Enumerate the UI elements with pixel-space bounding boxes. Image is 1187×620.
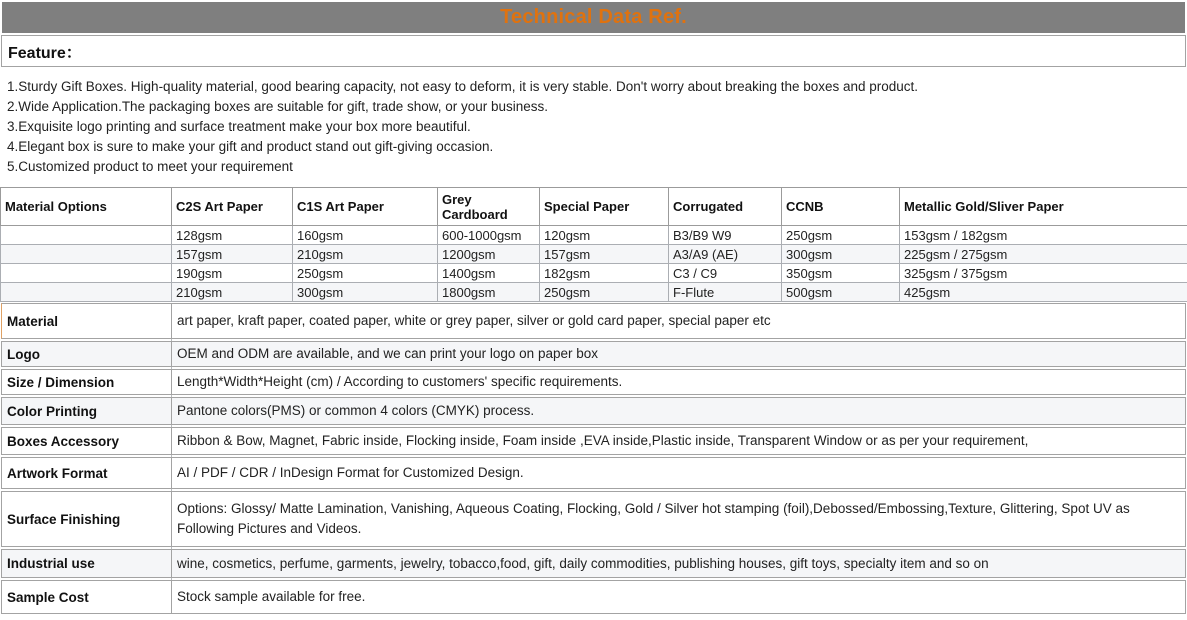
row-gap [1, 578, 1186, 580]
spec-label: Logo [2, 342, 172, 366]
spec-label: Size / Dimension [2, 370, 172, 394]
cell: F-Flute [669, 283, 782, 302]
cell: 300gsm [293, 283, 438, 302]
spec-value: Length*Width*Height (cm) / According to customers' specific requirements. [177, 374, 623, 389]
cell: 1400gsm [438, 264, 540, 283]
spec-row-material [1, 303, 1186, 339]
cell: 153gsm / 182gsm [900, 226, 1187, 245]
cell: 190gsm [172, 264, 293, 283]
spec-row-logo [1, 341, 1186, 367]
col-header-special-paper: Special Paper [540, 188, 669, 226]
cell: 128gsm [172, 226, 293, 245]
spec-row-boxes-accessory [1, 427, 1186, 455]
feature-item-3: 3.Exquisite logo printing and surface treatment make your box more beautiful. [7, 119, 471, 134]
feature-item-5: 5.Customized product to meet your requirement [7, 159, 293, 174]
cell: 157gsm [172, 245, 293, 264]
spec-label: Sample Cost [2, 581, 172, 613]
table-row [1, 226, 1187, 245]
cell: 182gsm [540, 264, 669, 283]
cell: 425gsm [900, 283, 1187, 302]
cell [1, 226, 172, 245]
title-bar [2, 2, 1185, 33]
row-gap [1, 455, 1186, 457]
cell: B3/B9 W9 [669, 226, 782, 245]
cell: 120gsm [540, 226, 669, 245]
spec-row-artwork-format [1, 457, 1186, 489]
table-row [1, 283, 1187, 302]
spec-row-color-printing [1, 397, 1186, 425]
spec-label: Color Printing [2, 398, 172, 424]
feature-heading-row [1, 35, 1186, 67]
feature-heading: Feature： [8, 44, 82, 62]
material-options-header-row [1, 188, 1187, 226]
spec-label: Material [2, 304, 172, 338]
cell: C3 / C9 [669, 264, 782, 283]
col-header-material-options: Material Options [1, 188, 172, 226]
cell: 325gsm / 375gsm [900, 264, 1187, 283]
table-row [1, 264, 1187, 283]
spec-label: Industrial use [2, 550, 172, 577]
col-header-grey-cardboard: Grey Cardboard [438, 188, 540, 226]
cell: 300gsm [782, 245, 900, 264]
row-gap [1, 367, 1186, 369]
spec-value: wine, cosmetics, perfume, garments, jewelry, tobacco,food, gift, daily commodities, publishing houses, gift toys, specialty item and so on [177, 555, 989, 571]
table-row [1, 245, 1187, 264]
feature-item-2: 2.Wide Application.The packaging boxes are suitable for gift, trade show, or your business. [7, 99, 549, 114]
cell: 225gsm / 275gsm [900, 245, 1187, 264]
cell [1, 283, 172, 302]
material-options-table [0, 187, 1187, 302]
feature-list [0, 67, 1187, 183]
spec-value: Stock sample available for free. [177, 589, 366, 604]
spec-value: OEM and ODM are available, and we can print your logo on paper box [177, 346, 598, 361]
col-header-c2s-art-paper: C2S Art Paper [172, 188, 293, 226]
col-header-ccnb: CCNB [782, 188, 900, 226]
col-header-corrugated: Corrugated [669, 188, 782, 226]
cell: 1800gsm [438, 283, 540, 302]
cell [1, 264, 172, 283]
spec-label: Boxes Accessory [2, 428, 172, 454]
cell [1, 245, 172, 264]
spec-value: AI / PDF / CDR / InDesign Format for Customized Design. [177, 465, 524, 480]
cell: 250gsm [782, 226, 900, 245]
spec-row-surface-finishing [1, 491, 1186, 547]
spec-value: art paper, kraft paper, coated paper, white or grey paper, silver or gold card paper, special paper etc [177, 313, 771, 328]
cell: 600-1000gsm [438, 226, 540, 245]
feature-item-1: 1.Sturdy Gift Boxes. High-quality material, good bearing capacity, not easy to deform, it is very stable. Don't worry about breaking the boxes and product. [7, 79, 919, 94]
col-header-c1s-art-paper: C1S Art Paper [293, 188, 438, 226]
spec-value: Options: Glossy/ Matte Lamination, Vanishing, Aqueous Coating, Flocking, Gold / Silver hot stamping (foil),Debossed/Embossing,Texture, Glittering, Spot UV as Following Pictures and Videos. [177, 501, 1130, 536]
row-gap [1, 547, 1186, 549]
spec-label: Surface Finishing [2, 492, 172, 546]
cell: 1200gsm [438, 245, 540, 264]
spec-row-industrial-use [1, 549, 1186, 578]
feature-item-4: 4.Elegant box is sure to make your gift and product stand out gift-giving occasion. [7, 139, 494, 154]
row-gap [1, 339, 1186, 341]
row-gap [1, 489, 1186, 491]
spec-row-size-dimension [1, 369, 1186, 395]
spec-section [1, 303, 1186, 614]
cell: 210gsm [172, 283, 293, 302]
spec-value: Pantone colors(PMS) or common 4 colors (CMYK) process. [177, 403, 535, 418]
cell: 160gsm [293, 226, 438, 245]
cell: 250gsm [293, 264, 438, 283]
cell: 500gsm [782, 283, 900, 302]
spec-value: Ribbon & Bow, Magnet, Fabric inside, Flocking inside, Foam inside ,EVA inside,Plastic inside, Transparent Window or as per your requirement, [177, 433, 1029, 448]
cell: 157gsm [540, 245, 669, 264]
page-title: Technical Data Ref. [500, 6, 687, 28]
spec-row-sample-cost [1, 580, 1186, 614]
cell: A3/A9 (AE) [669, 245, 782, 264]
cell: 350gsm [782, 264, 900, 283]
cell: 250gsm [540, 283, 669, 302]
row-gap [1, 395, 1186, 397]
spec-label: Artwork Format [2, 458, 172, 488]
col-header-metallic-paper: Metallic Gold/Sliver Paper [900, 188, 1187, 226]
row-gap [1, 425, 1186, 427]
cell: 210gsm [293, 245, 438, 264]
